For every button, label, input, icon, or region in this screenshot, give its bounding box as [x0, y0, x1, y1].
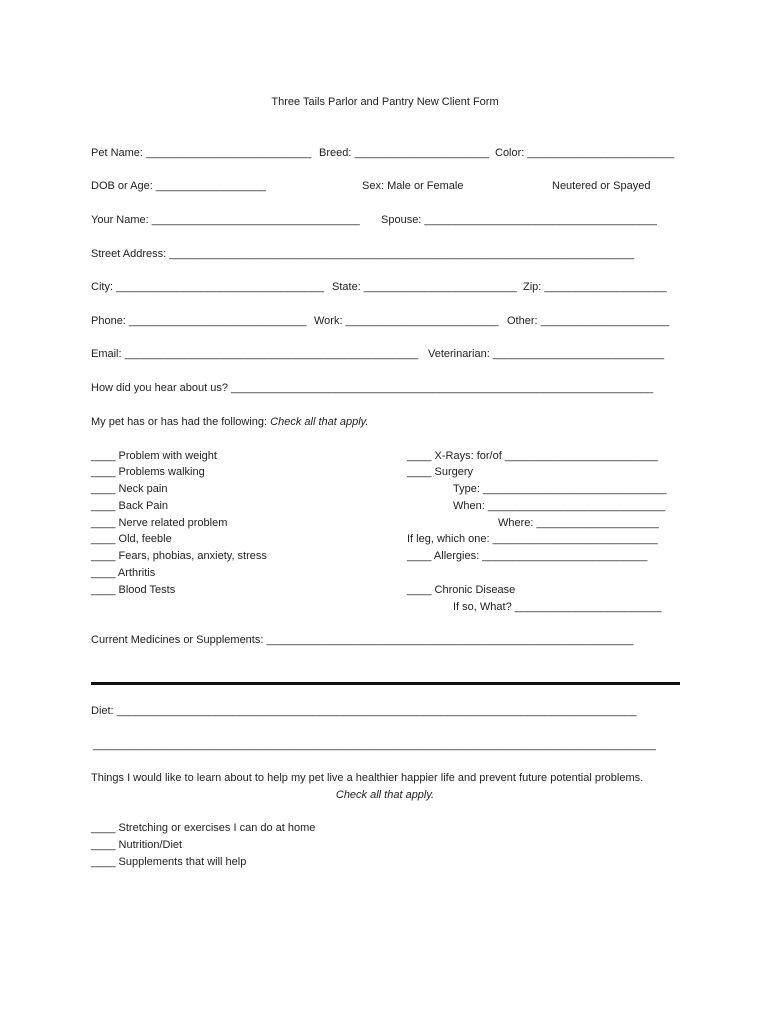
medicines-field[interactable]: Current Medicines or Supplements: ____________________________________________________________	[91, 634, 634, 646]
surgery-when-field[interactable]: When: _____________________________	[453, 500, 666, 512]
surgery-type-field[interactable]: Type: ______________________________	[453, 483, 667, 495]
email-field[interactable]: Email: ________________________________________________	[91, 348, 419, 360]
leg-field[interactable]: If leg, which one: ___________________________	[407, 533, 658, 545]
breed-field[interactable]: Breed: ______________________	[319, 147, 490, 159]
your-name-field[interactable]: Your Name: __________________________________	[91, 214, 360, 226]
learn-item[interactable]: ____ Supplements that will help	[91, 856, 247, 868]
city-field[interactable]: City: __________________________________	[91, 281, 325, 293]
conditions-prompt-text: My pet has or has had the following:	[91, 416, 271, 428]
chronic-what-field[interactable]: If so, What? ________________________	[453, 601, 662, 613]
zip-field[interactable]: Zip: ____________________	[523, 281, 667, 293]
learn-check-note: Check all that apply.	[335, 789, 435, 801]
learn-item[interactable]: ____ Stretching or exercises I can do at home	[91, 822, 316, 834]
chronic-disease-field[interactable]: ____ Chronic Disease	[407, 584, 516, 596]
checklist-item[interactable]: ____ Back Pain	[91, 500, 169, 512]
referral-field[interactable]: How did you hear about us? _____________________________________________________________________	[91, 382, 654, 394]
check-all-note: Check all that apply.	[270, 416, 369, 428]
neutered-field[interactable]: Neutered or Spayed	[552, 180, 651, 192]
diet-line-2[interactable]: ____________________________________________________________________________________________	[93, 739, 656, 751]
checklist-item[interactable]: ____ Neck pain	[91, 483, 168, 495]
surgery-where-field[interactable]: Where: ____________________	[498, 517, 659, 529]
form-title: Three Tails Parlor and Pantry New Client Form	[271, 96, 499, 108]
checklist-item[interactable]: ____ Old, feeble	[91, 533, 172, 545]
veterinarian-field[interactable]: Veterinarian: ____________________________	[428, 348, 665, 360]
checklist-item[interactable]: ____ Fears, phobias, anxiety, stress	[91, 550, 267, 562]
learn-prompt: Things I would like to learn about to help my pet live a healthier happier life and prevent future potential problems.	[91, 772, 644, 784]
color-field[interactable]: Color: ________________________	[495, 147, 675, 159]
surgery-field[interactable]: ____ Surgery	[407, 466, 474, 478]
spouse-field[interactable]: Spouse: ______________________________________	[381, 214, 657, 226]
checklist-item[interactable]: ____ Blood Tests	[91, 584, 176, 596]
street-address-field[interactable]: Street Address: ____________________________________________________________________________	[91, 248, 635, 260]
sex-field[interactable]: Sex: Male or Female	[362, 180, 464, 192]
checklist-item[interactable]: ____ Problems walking	[91, 466, 205, 478]
pet-name-field[interactable]: Pet Name: ___________________________	[91, 147, 312, 159]
other-field[interactable]: Other: _____________________	[507, 315, 670, 327]
checklist-item[interactable]: ____ Problem with weight	[91, 450, 217, 462]
allergies-field[interactable]: ____ Allergies: ___________________________	[407, 550, 648, 562]
diet-field[interactable]: Diet: _____________________________________________________________________________________	[91, 705, 637, 717]
state-field[interactable]: State: _________________________	[332, 281, 517, 293]
checklist-item[interactable]: ____ Nerve related problem	[91, 517, 228, 529]
conditions-prompt	[91, 417, 368, 428]
checklist-item[interactable]: ____ Arthritis	[91, 567, 156, 579]
dob-field[interactable]: DOB or Age: __________________	[91, 180, 266, 192]
learn-item[interactable]: ____ Nutrition/Diet	[91, 839, 183, 851]
work-field[interactable]: Work: _________________________	[314, 315, 499, 327]
phone-field[interactable]: Phone: _____________________________	[91, 315, 307, 327]
xrays-field[interactable]: ____ X-Rays: for/of _________________________	[407, 450, 658, 462]
section-divider	[91, 682, 680, 685]
